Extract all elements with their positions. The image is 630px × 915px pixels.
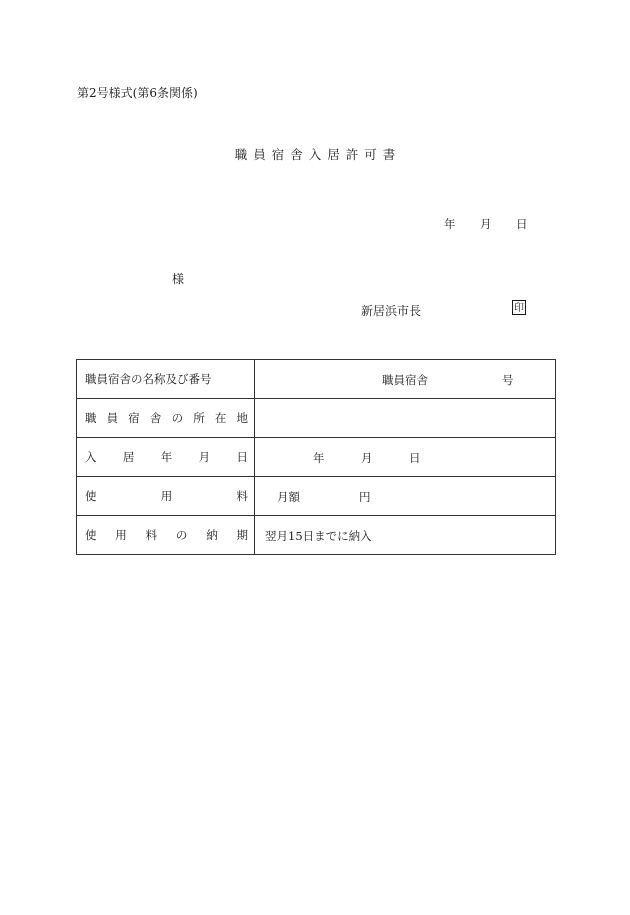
label-char: 月	[198, 450, 211, 464]
label-char: 職	[85, 411, 97, 425]
payment-due-text: 翌月15日までに納入	[265, 529, 372, 543]
label-char: 舎	[149, 411, 162, 425]
label-char: 期	[236, 528, 248, 542]
row-value-dormitory-location	[255, 399, 556, 438]
label-text	[85, 449, 248, 465]
label-char: 地	[236, 411, 248, 425]
label-char: 使	[85, 489, 97, 503]
row-label-dormitory-location	[77, 399, 255, 438]
table-row	[77, 516, 556, 555]
label-text	[85, 410, 248, 426]
label-text: 職員宿舎の名称及び番号	[85, 372, 212, 386]
permit-details-table	[76, 359, 556, 555]
label-char: 用	[115, 528, 127, 542]
row-label-dormitory-name	[77, 360, 255, 399]
label-char: 在	[214, 411, 227, 425]
dormitory-name-prefix: 職員宿舎	[382, 373, 428, 387]
recipient-honorific: 様	[172, 272, 185, 286]
label-char: 年	[160, 450, 173, 464]
row-value-usage-fee	[255, 477, 556, 516]
move-in-year: 年	[313, 451, 325, 465]
issue-date-month: 月	[480, 217, 492, 231]
label-char: 所	[193, 411, 205, 425]
label-text	[85, 488, 248, 504]
row-label-usage-fee	[77, 477, 255, 516]
label-char: 料	[236, 489, 248, 503]
row-value-payment-due	[255, 516, 556, 555]
label-char: の	[175, 528, 188, 542]
label-char: 日	[236, 450, 248, 464]
move-in-month: 月	[361, 451, 373, 465]
row-value-move-in-date	[255, 438, 556, 477]
usage-fee-monthly: 月額	[277, 490, 300, 504]
table-row	[77, 438, 556, 477]
label-char: 宿	[128, 411, 140, 425]
table-row	[77, 399, 556, 438]
label-char: 入	[85, 450, 97, 464]
label-text	[85, 527, 248, 543]
issue-date-day: 日	[516, 217, 528, 231]
seal-stamp: 印	[512, 300, 526, 315]
row-label-move-in-date	[77, 438, 255, 477]
label-char: の	[171, 411, 184, 425]
dormitory-number-suffix: 号	[502, 373, 514, 387]
label-char: 員	[106, 411, 119, 425]
label-char: 料	[145, 528, 158, 542]
label-char: 使	[85, 528, 97, 542]
label-char: 居	[122, 450, 135, 464]
form-number: 第2号様式(第6条関係)	[77, 86, 198, 100]
issuer-name: 新居浜市長	[361, 304, 422, 318]
usage-fee-yen: 円	[359, 490, 371, 504]
label-char: 用	[160, 489, 173, 503]
label-char: 納	[206, 528, 218, 542]
row-label-payment-due	[77, 516, 255, 555]
issue-date-year: 年	[444, 217, 456, 231]
row-value-dormitory-name	[255, 360, 556, 399]
table-row	[77, 360, 556, 399]
move-in-day: 日	[409, 451, 421, 465]
document-title: 職員宿舎入居許可書	[234, 147, 402, 162]
table-row	[77, 477, 556, 516]
